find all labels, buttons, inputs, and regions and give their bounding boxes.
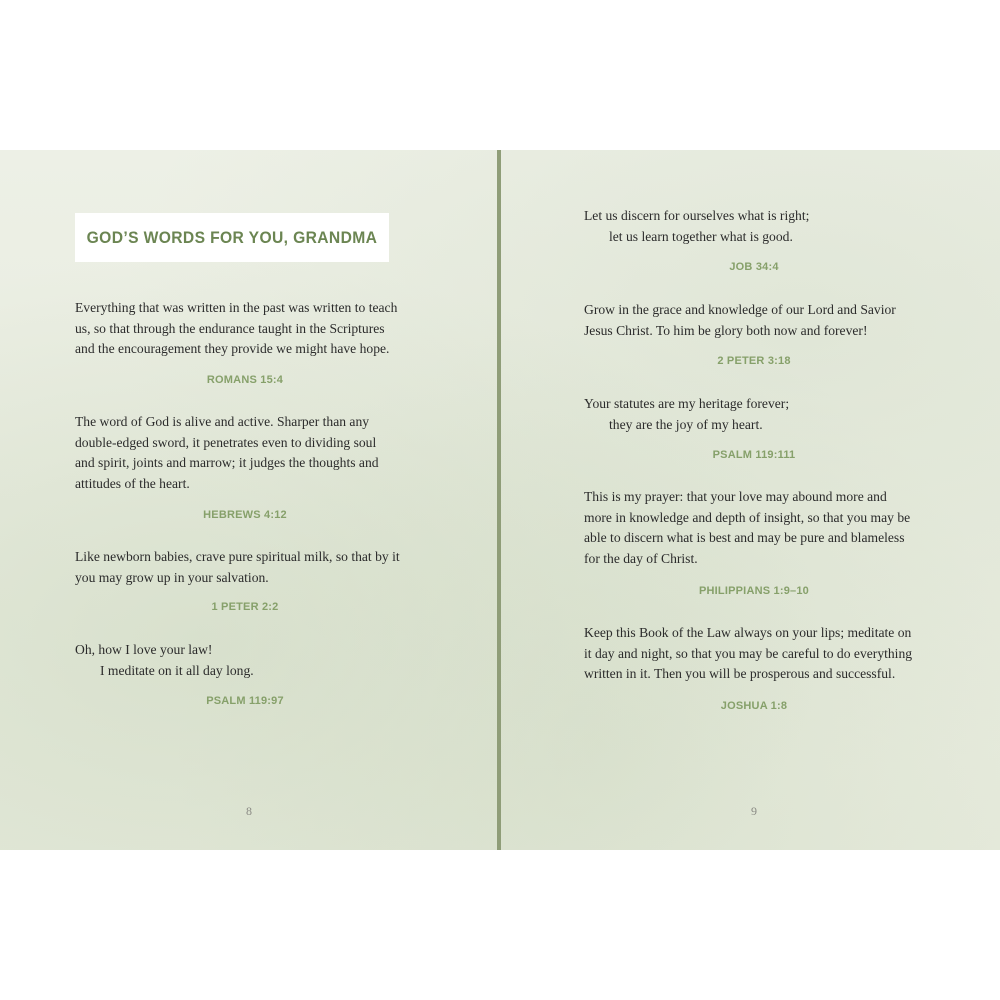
verse-line: Keep this Book of the Law always on your lips; meditate on — [584, 625, 912, 640]
verse-block — [75, 547, 425, 588]
verse-line: able to discern what is best and may be pure and blameless — [584, 530, 905, 546]
verse-line: you may grow up in your salvation. — [75, 569, 269, 585]
verse-block — [584, 300, 934, 341]
verse-reference: 2 PETER 3:18 — [717, 355, 791, 367]
verse-line: they are the joy of my heart. — [609, 416, 763, 432]
verse-line: The word of God is alive and active. Sharper than any — [75, 414, 370, 429]
verse-reference: PHILIPPIANS 1:9–10 — [699, 585, 809, 597]
verse-block — [584, 487, 934, 569]
verse-line: and spirit, joints and marrow; it judges the thoughts and — [75, 455, 379, 471]
verse-line: more in knowledge and depth of insight, so that you may be — [584, 509, 911, 525]
verse-line: Grow in the grace and knowledge of our Lord and Savior — [584, 302, 896, 317]
verse-line: I meditate on it all day long. — [100, 662, 254, 678]
verse-block — [584, 206, 934, 247]
verse-line: double-edged sword, it penetrates even to dividing soul — [75, 434, 377, 450]
page-title: GOD’S WORDS FOR YOU, GRANDMA — [86, 227, 378, 247]
verse-line: it day and night, so that you may be careful to do everything — [584, 645, 913, 661]
verse-line: This is my prayer: that your love may abound more and — [584, 489, 887, 504]
verse-line: Like newborn babies, crave pure spiritual milk, so that by it — [75, 549, 400, 564]
verse-reference: HEBREWS 4:12 — [203, 509, 287, 521]
verse-line: Your statutes are my heritage forever; — [584, 396, 790, 411]
verse-reference: PSALM 119:97 — [206, 695, 284, 707]
verse-reference: PSALM 119:111 — [712, 449, 796, 461]
verse-line: Oh, how I love your law! — [75, 642, 213, 657]
verse-block — [75, 412, 425, 494]
verse-reference: 1 PETER 2:2 — [211, 601, 279, 613]
page-number: 9 — [751, 804, 757, 818]
verse-reference: JOB 34:4 — [729, 261, 779, 273]
title-banner — [75, 213, 389, 262]
verse-reference: ROMANS 15:4 — [206, 374, 284, 386]
book-spread — [0, 150, 1000, 850]
verse-reference: JOSHUA 1:8 — [720, 700, 788, 712]
verse-line: written in it. Then you will be prosperous and successful. — [584, 666, 896, 682]
verse-line: us, so that through the endurance taught in the Scriptures — [75, 320, 385, 336]
right-page — [502, 150, 1000, 850]
verse-line: Jesus Christ. To him be glory both now and forever! — [584, 322, 868, 338]
verse-line: attitudes of the heart. — [75, 475, 190, 491]
gutter-line — [497, 150, 501, 850]
verse-line: let us learn together what is good. — [609, 228, 793, 244]
verse-block — [75, 298, 425, 360]
left-page — [0, 150, 498, 850]
verse-block — [584, 394, 934, 435]
verse-line: and the encouragement they provide we might have hope. — [75, 341, 390, 357]
verse-block — [584, 623, 934, 685]
page-number: 8 — [246, 804, 252, 818]
verse-line: Let us discern for ourselves what is right; — [584, 208, 810, 223]
verse-line: Everything that was written in the past was written to teach — [75, 300, 398, 315]
verse-line: for the day of Christ. — [584, 550, 698, 566]
verse-block — [75, 640, 425, 681]
